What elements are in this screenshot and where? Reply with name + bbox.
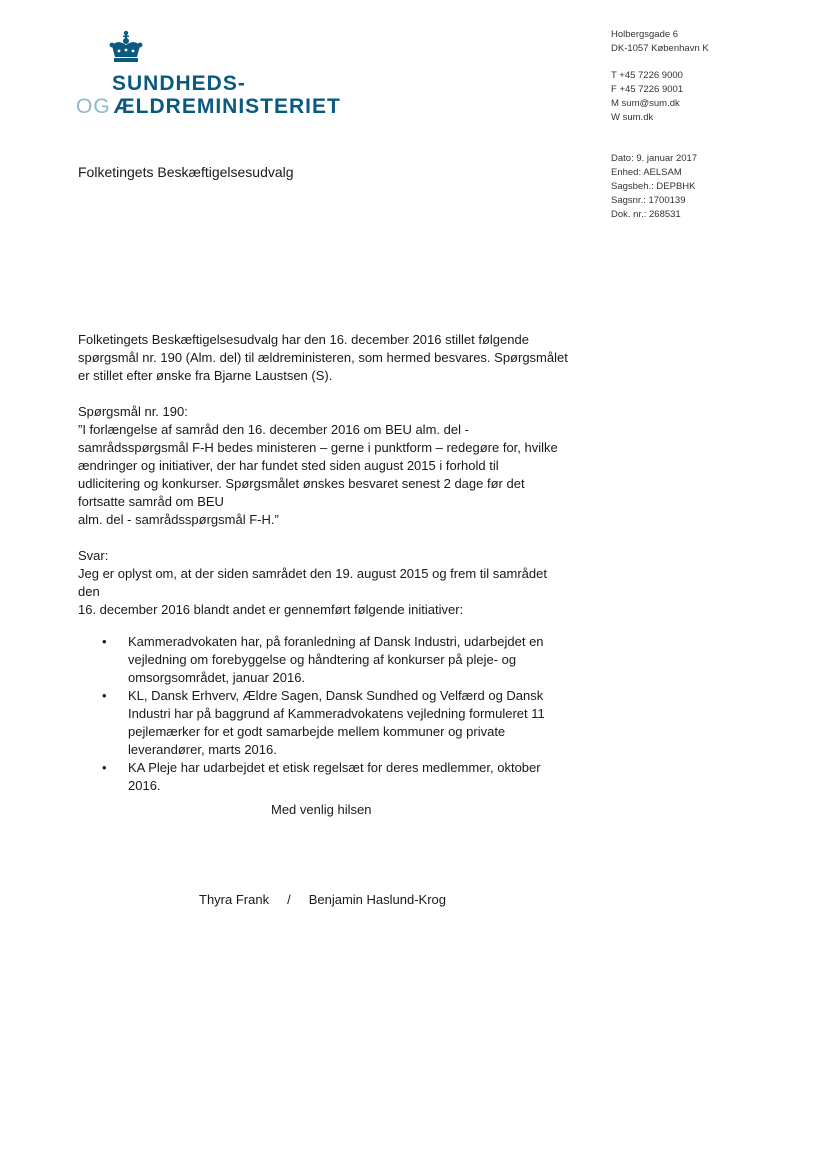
intro-paragraph bbox=[78, 331, 568, 385]
question-line: alm. del - samrådsspørgsmål F-H.” bbox=[78, 512, 279, 527]
question-section bbox=[78, 403, 568, 529]
ministry-logo bbox=[76, 30, 356, 122]
initiative-line: omsorgsområdet, januar 2016. bbox=[128, 670, 306, 685]
list-item bbox=[102, 759, 568, 795]
initiatives-list bbox=[78, 633, 568, 795]
logo-text-line1: SUNDHEDS- bbox=[112, 72, 246, 95]
list-item bbox=[102, 687, 568, 759]
initiative-line: KA Pleje har udarbejdet et etisk regelsæt for deres medlemmer, oktober bbox=[128, 760, 541, 775]
list-item bbox=[102, 633, 568, 687]
address-city: DK-1057 København K bbox=[611, 43, 709, 54]
question-line: ”I forlængelse af samråd den 16. december 2016 om BEU alm. del - bbox=[78, 422, 469, 437]
signatory-name-1: Thyra Frank bbox=[199, 892, 270, 907]
intro-line: er stillet efter ønske fra Bjarne Laustsen (S). bbox=[78, 368, 333, 383]
address-phone: T +45 7226 9000 bbox=[611, 70, 683, 81]
initiative-line: pejlemærker for et godt samarbejde mellem kommuner og private bbox=[128, 724, 506, 739]
question-heading: Spørgsmål nr. 190: bbox=[78, 404, 188, 419]
address-block bbox=[611, 28, 709, 125]
question-line: udlicitering og konkurser. Spørgsmålet ønskes besvaret senest 2 dage før det bbox=[78, 476, 525, 491]
answer-line: 16. december 2016 blandt andet er gennemført følgende initiativer: bbox=[78, 602, 464, 617]
address-street: Holbergsgade 6 bbox=[611, 29, 679, 40]
question-line: samrådsspørgsmål F-H bedes ministeren – gerne i punktform – redegøre for, hvilke bbox=[78, 440, 558, 455]
initiative-line: leverandører, marts 2016. bbox=[128, 742, 277, 757]
meta-unit: Enhed: AELSAM bbox=[611, 167, 682, 178]
intro-line: Folketingets Beskæftigelsesudvalg har den 16. december 2016 stillet følgende bbox=[78, 332, 529, 347]
meta-doc-no: Dok. nr.: 268531 bbox=[611, 209, 681, 220]
answer-heading: Svar: bbox=[78, 548, 109, 563]
initiative-line: 2016. bbox=[128, 778, 161, 793]
address-fax: F +45 7226 9001 bbox=[611, 84, 684, 95]
signature-separator: / bbox=[287, 892, 291, 907]
document-meta bbox=[611, 152, 697, 222]
logo-main: ÆLDREMINISTERIET bbox=[113, 95, 341, 118]
logo-og: OG bbox=[76, 95, 111, 118]
crown-icon bbox=[106, 30, 146, 68]
initiative-line: Kammeradvokaten har, på foranledning af Dansk Industri, udarbejdet en bbox=[128, 634, 544, 649]
signatory-name-2: Benjamin Haslund-Krog bbox=[308, 892, 446, 907]
closing-greeting: Med venlig hilsen bbox=[271, 802, 372, 817]
initiative-line: vejledning om forebyggelse og håndtering af konkurser på pleje- og bbox=[128, 652, 517, 667]
initiative-line: KL, Dansk Erhverv, Ældre Sagen, Dansk Sundhed og Velfærd og Dansk bbox=[128, 688, 544, 703]
signature-line bbox=[199, 892, 446, 907]
initiative-line: Industri har på baggrund af Kammeradvokatens vejledning formuleret 11 bbox=[128, 706, 545, 721]
logo-text-line2 bbox=[76, 95, 341, 119]
address-web: W sum.dk bbox=[611, 112, 654, 123]
answer-line: Jeg er oplyst om, at der siden samrådet den 19. august 2015 og frem til samrådet den bbox=[78, 566, 547, 599]
bullet: • bbox=[102, 760, 107, 775]
intro-line: spørgsmål nr. 190 (Alm. del) til ældreministeren, som hermed besvares. Spørgsmålet bbox=[78, 350, 568, 365]
bullet: • bbox=[102, 634, 107, 649]
address-email: M sum@sum.dk bbox=[611, 98, 680, 109]
meta-date: Dato: 9. januar 2017 bbox=[611, 153, 698, 164]
answer-section bbox=[78, 547, 568, 619]
recipient: Folketingets Beskæftigelsesudvalg bbox=[78, 164, 294, 180]
question-line: fortsatte samråd om BEU bbox=[78, 494, 224, 509]
question-line: ændringer og initiativer, der har fundet sted siden august 2015 i forhold til bbox=[78, 458, 499, 473]
meta-case-no: Sagsnr.: 1700139 bbox=[611, 195, 686, 206]
bullet: • bbox=[102, 688, 107, 703]
letter-body bbox=[78, 331, 568, 795]
meta-handler: Sagsbeh.: DEPBHK bbox=[611, 181, 696, 192]
